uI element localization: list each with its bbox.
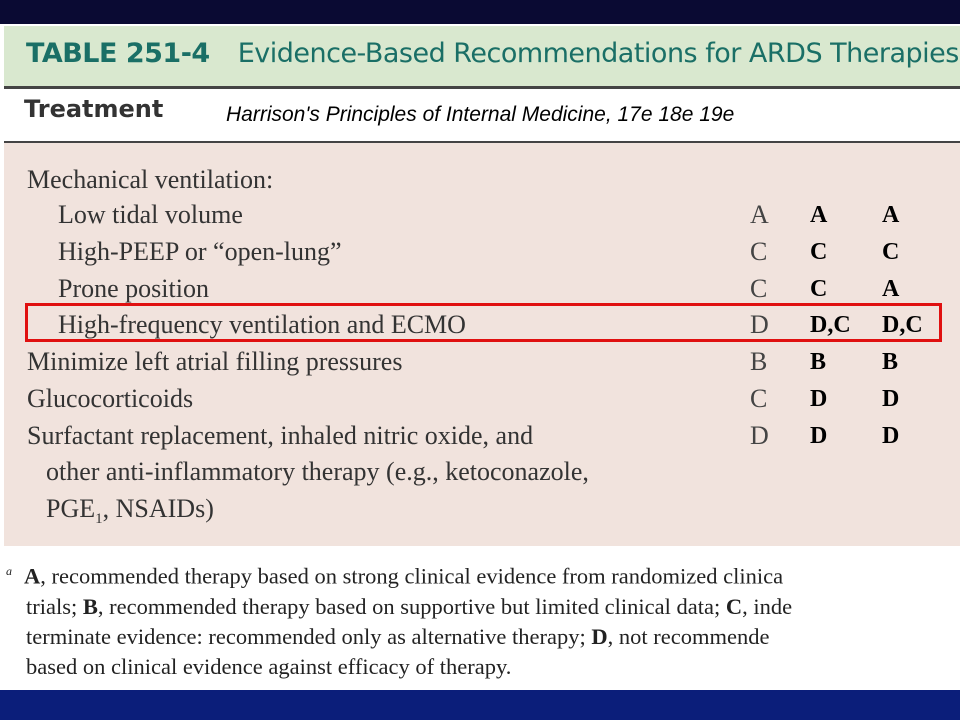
grade-19e: A [882,276,900,302]
grade-19e: D [882,386,900,412]
grade-18e: D [810,423,828,449]
table-row [0,162,956,198]
grade-c-key: C [725,593,743,619]
top-bar [0,0,960,20]
pge-text: PGE [46,494,96,523]
highlight-box [25,303,942,342]
table-row [0,271,956,307]
row-label: High-frequency ventilation and ECMO [58,310,466,339]
footnote-text: , recommended therapy based on strong clinical evidence from randomized clinica [40,563,784,589]
grade-18e: D [810,386,828,412]
source-edition-note: Harrison's Principles of Internal Medicine, 17e 18e 19e [226,103,735,126]
table-row [0,197,956,233]
grade-19e: D,C [882,312,923,338]
table-header [4,89,960,143]
grade-a-key: A [24,563,41,589]
grade-19e: A [882,202,900,228]
table-row [0,381,956,417]
grade-17e: A [750,200,769,229]
footnote-line [6,592,960,622]
footnote-text: trials; [26,593,83,619]
row-label-continued [46,491,214,537]
table-number: TABLE 251-4 [26,38,210,69]
footnote-line [6,556,960,592]
grade-18e: B [810,349,827,375]
grade-19e: B [882,349,899,375]
grade-b-key: B [82,593,98,619]
grade-17e: C [750,237,768,266]
nsaids-text: , NSAIDs) [102,494,214,523]
row-label: Surfactant replacement, inhaled nitric oxide, and [27,421,534,450]
row-label: Mechanical ventilation: [27,165,274,194]
footnote-line: based on clinical evidence against efficacy of therapy. [26,653,512,679]
table-row [0,418,956,454]
table-row [0,234,956,270]
grade-17e: B [750,347,768,376]
grade-17e: D [750,310,769,339]
grade-17e: C [750,384,768,413]
table-title-text: Evidence-Based Recommendations for ARDS Therapies [237,38,959,69]
table-row [0,344,956,380]
row-label-continued: other anti-inflammatory therapy (e.g., ketoconazole, [46,457,589,486]
top-divider [0,20,960,24]
grade-18e: D,C [810,312,851,338]
grade-18e: C [810,276,828,302]
footnote-text: , inde [742,593,793,619]
grade-19e: C [882,239,900,265]
grade-17e: D [750,421,769,450]
grade-17e: C [750,274,768,303]
row-label: Prone position [58,274,209,303]
bottom-bar [0,690,960,720]
header-treatment: Treatment [24,95,164,123]
footnote-text: terminate evidence: recommended only as alternative therapy; [26,623,592,649]
row-label: Low tidal volume [58,200,243,229]
grade-18e: A [810,202,828,228]
row-label: Minimize left atrial filling pressures [27,347,403,376]
table-title [26,38,959,69]
pge-subscript: 1 [95,511,103,528]
footnote-text: , not recommende [607,623,770,649]
footnote-mark: a [6,564,12,578]
footnote-line [6,622,960,652]
grade-18e: C [810,239,828,265]
footnote [6,556,960,682]
footnote-text: , recommended therapy based on supportive but limited clinical data; [97,593,726,619]
table-title-band [4,26,960,89]
grade-d-key: D [591,623,608,649]
row-label: High-PEEP or “open-lung” [58,237,342,266]
grade-19e: D [882,423,900,449]
row-label: Glucocorticoids [27,384,194,413]
